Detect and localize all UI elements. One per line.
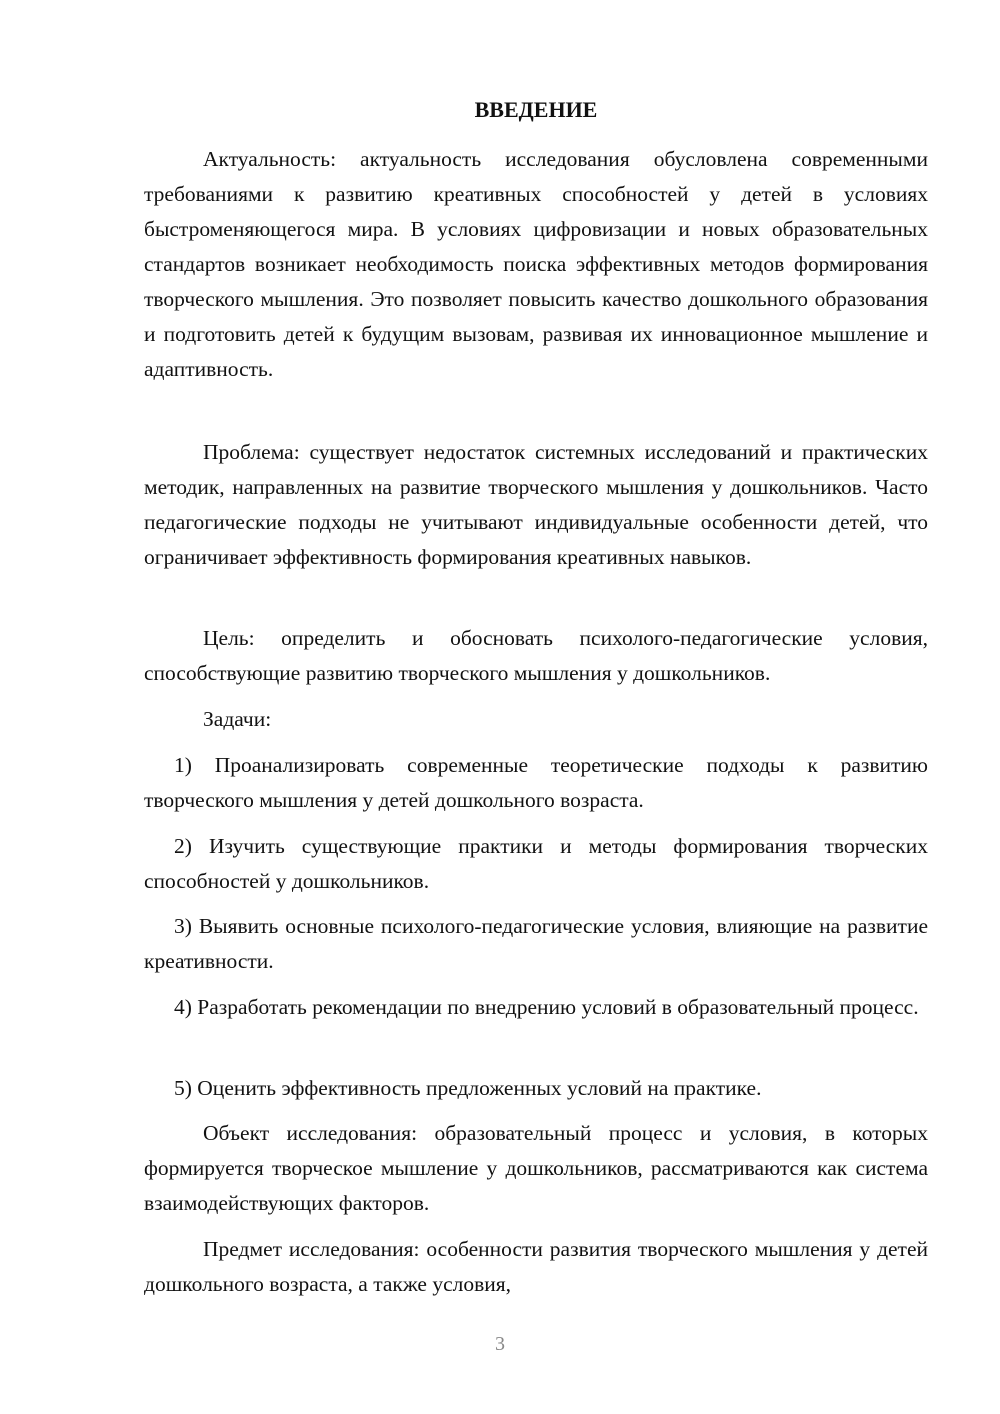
tasks-label: Задачи: (203, 707, 272, 731)
paragraph-goal: Цель: определить и обосновать психолого-педагогические условия, способствующие развитию творческого мышления у дошкольников. (144, 626, 928, 685)
paragraph-subject: Предмет исследования: особенности развития творческого мышления у детей дошкольного возраста, а также условия, (144, 1237, 928, 1296)
page-number: 3 (495, 1333, 505, 1355)
paragraph-object: Объект исследования: образовательный процесс и условия, в которых формируется творческое мышление у дошкольников, рассматриваются как система взаимодействующих факторов. (144, 1121, 928, 1215)
task-item-4: 4) Разработать рекомендации по внедрению условий в образовательный процесс. (174, 995, 919, 1019)
page-title: ВВЕДЕНИЕ (474, 97, 598, 122)
task-item-3: 3) Выявить основные психолого-педагогические условия, влияющие на развитие креативности. (144, 914, 928, 973)
task-item-5: 5) Оценить эффективность предложенных условий на практике. (174, 1076, 762, 1100)
paragraph-problem: Проблема: существует недостаток системных исследований и практических методик, направленных на развитие творческого мышления у дошкольников. Часто педагогические подходы не учитывают индивидуальные особенности детей, что ограничивает эффективность формирования креативных навыков. (144, 440, 928, 569)
paragraph-relevance: Актуальность: актуальность исследования обусловлена современными требованиями к развитию креативных способностей у детей в условиях быстроменяющегося мира. В условиях цифровизации и новых образовательных стандартов возникает необходимость поиска эффективных методов формирования творческого мышления. Это позволяет повысить качество дошкольного образования и подготовить детей к будущим вызовам, развивая их инновационное мышление и адаптивность. (144, 147, 928, 381)
task-item-1: 1) Проанализировать современные теоретические подходы к развитию творческого мышления у детей дошкольного возраста. (144, 753, 928, 812)
task-item-2: 2) Изучить существующие практики и методы формирования творческих способностей у дошкольников. (144, 834, 928, 893)
